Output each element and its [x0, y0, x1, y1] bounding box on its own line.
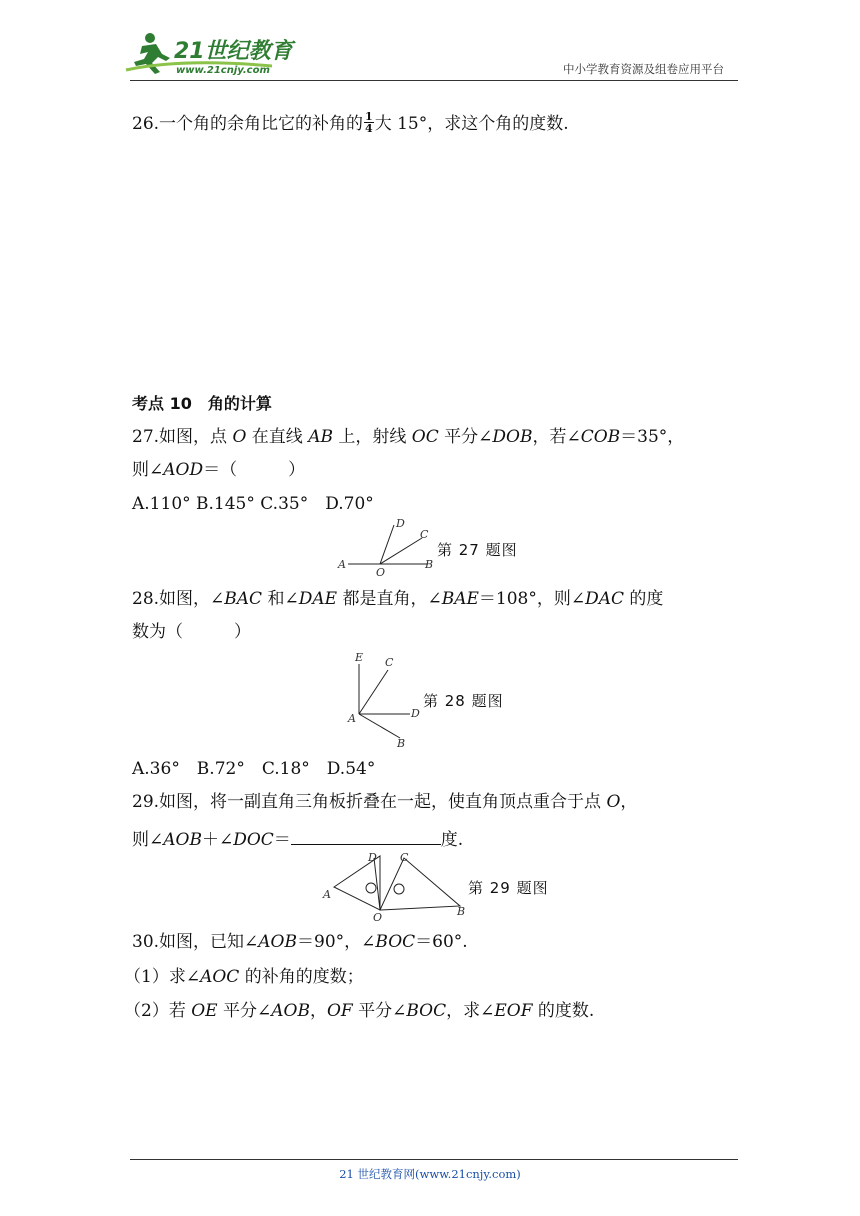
question-28-line-1: 28.如图，∠BAC 和∠DAE 都是直角，∠BAE＝108°，则∠DAC 的度	[132, 589, 664, 609]
section-heading: 考点 10 角的计算	[132, 394, 272, 413]
question-29-line-1: 29.如图，将一副直角三角板折叠在一起，使直角顶点重合于点 O，	[132, 792, 638, 812]
fig29-label-C: C	[400, 851, 409, 864]
fig27-label-D: D	[396, 517, 405, 530]
question-27-line-2: 则∠AOD＝（ ）	[132, 460, 306, 480]
fig27-label-B: B	[425, 558, 434, 571]
figure-29-caption: 第 29 题图	[468, 879, 549, 897]
question-29-line-2: 则∠AOB＋∠DOC＝ 度.	[132, 824, 463, 852]
header-divider	[130, 80, 738, 81]
figure-29-diagram	[318, 848, 474, 924]
q26-text-suffix: 大 15°，求这个角的度数.	[374, 114, 569, 134]
fig28-label-C: C	[385, 656, 394, 669]
fig28-label-A: A	[348, 712, 356, 725]
fig29-label-B: B	[457, 905, 466, 918]
footer-link[interactable]: 21 世纪教育网(www.21cnjy.com)	[339, 1167, 521, 1181]
runner-logo-icon	[122, 28, 302, 78]
q26-text-prefix: 26.一个角的余角比它的补角的	[132, 114, 364, 134]
fig27-label-A: A	[338, 558, 346, 571]
fig28-label-E: E	[355, 651, 364, 664]
fig28-label-D: D	[411, 707, 420, 720]
logo-text: 21世纪教育	[174, 39, 293, 64]
question-27-options: A.110° B.145° C.35° D.70°	[132, 494, 374, 514]
answer-blank[interactable]	[291, 824, 441, 845]
question-28-line-2: 数为（ ）	[132, 622, 251, 642]
fig27-label-C: C	[420, 528, 429, 541]
question-27-line-1: 27.如图，点 O 在直线 AB 上，射线 OC 平分∠DOB，若∠COB＝35°，	[132, 427, 685, 447]
figure-27-caption: 第 27 题图	[437, 541, 518, 559]
figure-28-caption: 第 28 题图	[423, 692, 504, 710]
fig29-label-D: D	[368, 851, 377, 864]
figure-27-diagram	[330, 512, 440, 580]
logo-url: www.21cnjy.com	[176, 65, 270, 76]
question-28-options: A.36° B.72° C.18° D.54°	[132, 759, 376, 779]
footer-divider	[130, 1159, 738, 1160]
fig28-label-B: B	[397, 737, 406, 750]
question-30-sub-1: （1）求∠AOC 的补角的度数；	[124, 967, 364, 987]
fraction-one-quarter: $\frac{1}{4}$	[365, 110, 373, 135]
fig29-label-A: A	[323, 888, 331, 901]
site-logo	[122, 28, 302, 78]
header-tagline: 中小学教育资源及组卷应用平台	[563, 62, 724, 76]
question-30-line-1: 30.如图，已知∠AOB＝90°，∠BOC＝60°.	[132, 932, 468, 952]
figure-28-diagram	[344, 648, 424, 752]
fig29-label-O: O	[373, 911, 383, 924]
fig27-label-O: O	[376, 566, 386, 579]
question-30-sub-2: （2）若 OE 平分∠AOB，OF 平分∠BOC，求∠EOF 的度数.	[124, 1001, 595, 1021]
question-26	[132, 112, 569, 136]
